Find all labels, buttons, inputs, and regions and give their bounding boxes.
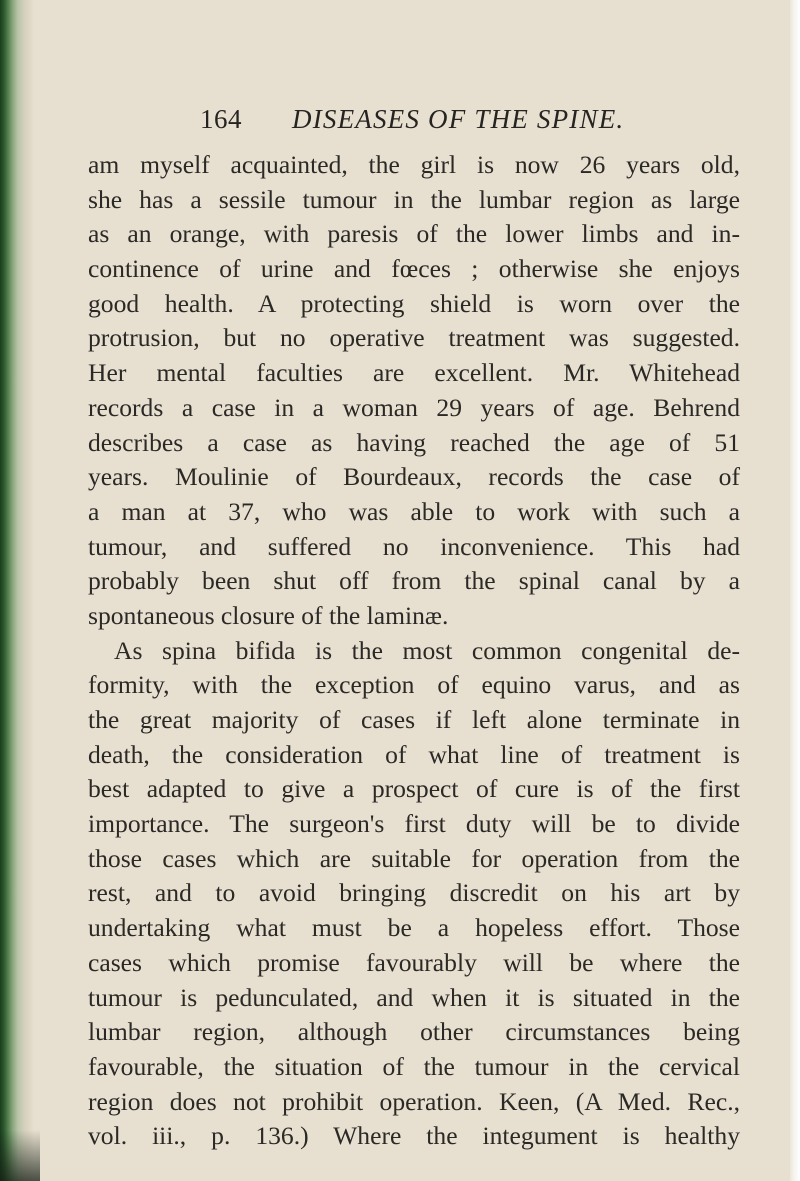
text-line: vol. iii., p. 136.) Where the integument is healthy xyxy=(88,1121,740,1151)
book-binding-edge xyxy=(0,0,34,1181)
text-line: records a case in a woman 29 years of age. Behrend xyxy=(88,392,740,422)
text-line: cases which promise favourably will be where the xyxy=(88,947,740,977)
text-line: lumbar region, although other circumstances being xyxy=(88,1017,740,1047)
text-line: am myself acquainted, the girl is now 26 years old, xyxy=(88,150,740,179)
text-line: rest, and to avoid bringing discredit on his art by xyxy=(88,878,740,908)
text-line: best adapted to give a prospect of cure is of the first xyxy=(88,774,740,804)
text-line: death, the consideration of what line of treatment is xyxy=(88,739,740,769)
text-line: favourable, the situation of the tumour in the cervical xyxy=(88,1051,740,1081)
text-line: region does not prohibit operation. Keen, (A Med. Rec., xyxy=(88,1086,740,1116)
text-line: tumour is pedunculated, and when it is situated in the xyxy=(88,982,740,1012)
text-line: As spina bifida is the most common congenital de- xyxy=(114,635,740,665)
text-line: spontaneous closure of the laminæ. xyxy=(88,600,449,630)
text-line: she has a sessile tumour in the lumbar region as large xyxy=(88,184,740,214)
page-edge xyxy=(790,0,800,1181)
binding-shadow xyxy=(0,1130,40,1181)
text-line: protrusion, but no operative treatment was suggested. xyxy=(88,323,740,353)
page-number: 164 xyxy=(200,104,242,134)
running-title: DISEASES OF THE SPINE. xyxy=(292,104,625,134)
text-line: describes a case as having reached the age of 51 xyxy=(88,427,740,457)
text-line: continence of urine and fœces ; otherwise she enjoys xyxy=(88,254,740,284)
text-line: undertaking what must be a hopeless effort. Those xyxy=(88,913,740,943)
text-line: probably been shut off from the spinal canal by a xyxy=(88,566,740,596)
text-line: as an orange, with paresis of the lower limbs and in- xyxy=(88,219,740,249)
text-line: the great majority of cases if left alone terminate in xyxy=(88,705,740,734)
text-line: years. Moulinie of Bourdeaux, records the case of xyxy=(88,462,740,492)
text-line: good health. A protecting shield is worn over the xyxy=(88,288,740,318)
text-line: tumour, and suffered no inconvenience. This had xyxy=(88,531,740,561)
text-line: those cases which are suitable for operation from the xyxy=(88,843,740,873)
text-line: formity, with the exception of equino varus, and as xyxy=(88,670,740,700)
text-line: a man at 37, who was able to work with such a xyxy=(88,496,740,526)
text-line: Her mental faculties are excellent. Mr. Whitehead xyxy=(88,358,740,388)
text-line: importance. The surgeon's first duty will be to divide xyxy=(88,809,740,839)
body-text xyxy=(88,148,740,1154)
